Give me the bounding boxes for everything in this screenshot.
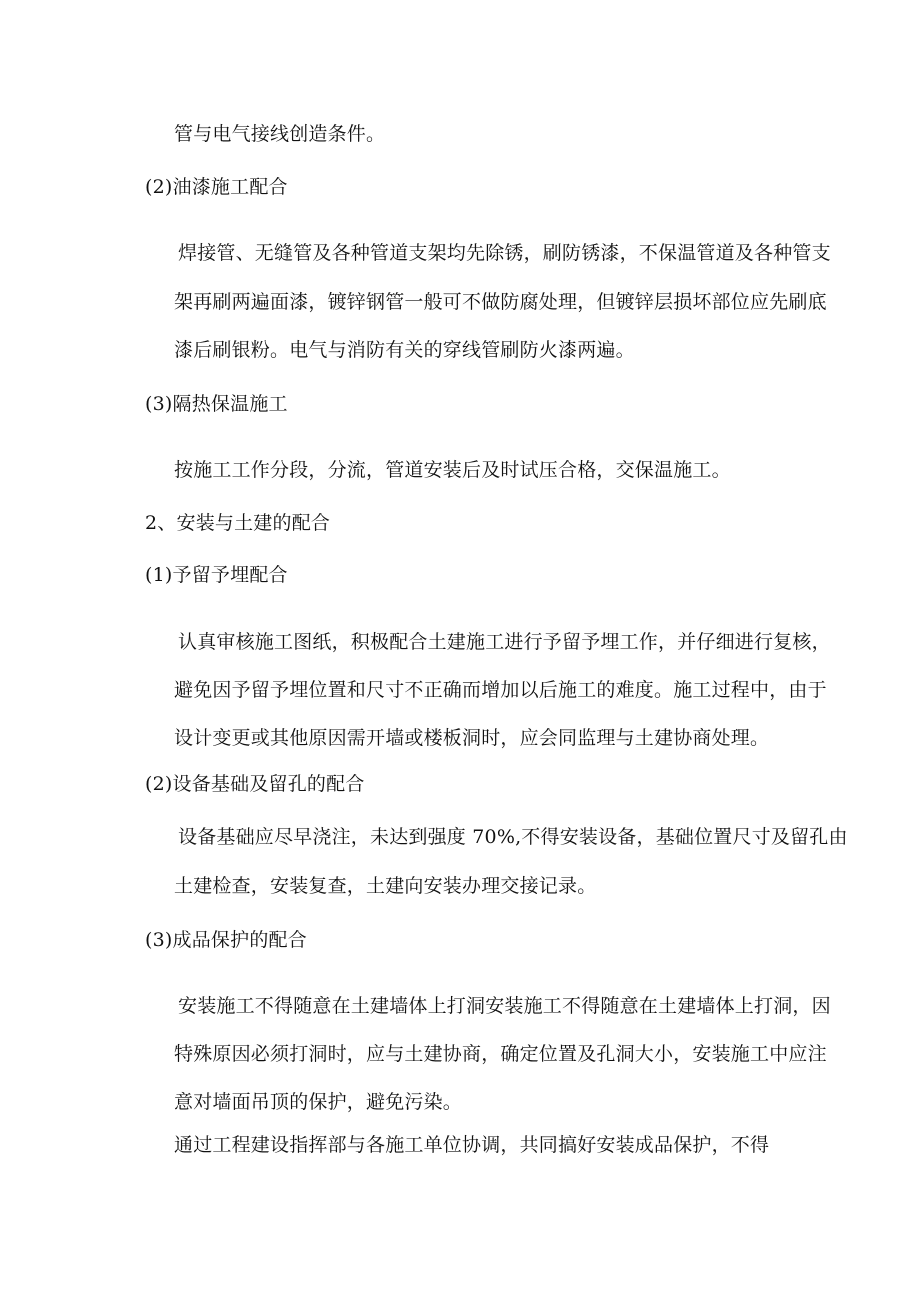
paragraph-line: 安装施工不得随意在土建墙体上打洞安装施工不得随意在土建墙体上打洞，因 (178, 995, 831, 1017)
paragraph-line: 焊接管、无缝管及各种管道支架均先除锈，刷防锈漆，不保温管道及各种管支 (178, 242, 831, 264)
paragraph-line: 漆后刷银粉。电气与消防有关的穿线管刷防火漆两遍。 (174, 339, 635, 361)
section-heading-civil: 2、安装与土建的配合 (145, 512, 331, 534)
subsection-heading-embed: (1)予留予埋配合 (145, 564, 288, 586)
paragraph-line: 架再刷两遍面漆，镀锌钢管一般可不做防腐处理，但镀锌层损坏部位应先刷底 (174, 291, 827, 313)
subsection-heading-paint: (2)油漆施工配合 (145, 176, 288, 198)
paragraph-line: 意对墙面吊顶的保护，避免污染。 (174, 1091, 463, 1113)
paragraph-line: 特殊原因必须打洞时，应与土建协商，确定位置及孔洞大小，安装施工中应注 (174, 1043, 827, 1065)
paragraph-line: 管与电气接线创造条件。 (174, 123, 386, 145)
paragraph-line: 避免因予留予埋位置和尺寸不正确而增加以后施工的难度。施工过程中，由于 (174, 679, 827, 701)
paragraph-line: 通过工程建设指挥部与各施工单位协调，共同搞好安装成品保护，不得 (174, 1134, 770, 1156)
subsection-heading-insulation: (3)隔热保温施工 (145, 393, 288, 415)
paragraph-line: 土建检查，安装复查，土建向安装办理交接记录。 (174, 875, 597, 897)
paragraph-line: 认真审核施工图纸，积极配合土建施工进行予留予埋工作，并仔细进行复核， (178, 631, 831, 653)
paragraph-line: 按施工工作分段，分流，管道安装后及时试压合格，交保温施工。 (174, 459, 731, 481)
paragraph-line: 设备基础应尽早浇注，未达到强度 70%,不得安装设备，基础位置尺寸及留孔由 (178, 826, 848, 848)
subsection-heading-protection: (3)成品保护的配合 (145, 929, 307, 951)
paragraph-line: 设计变更或其他原因需开墙或楼板洞时，应会同监理与土建协商处理。 (174, 727, 770, 749)
subsection-heading-foundation: (2)设备基础及留孔的配合 (145, 773, 365, 795)
